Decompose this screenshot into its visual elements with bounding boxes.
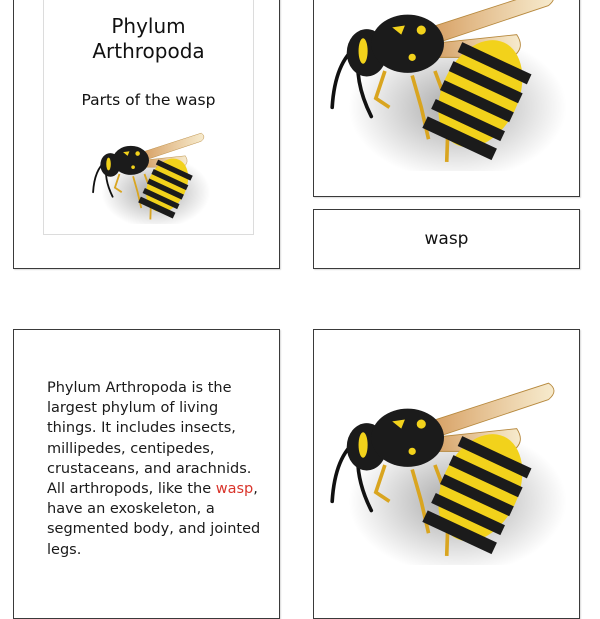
label-card	[313, 209, 580, 269]
wasp-image	[84, 124, 214, 224]
cover-title	[44, 14, 253, 64]
description-text: Phylum Arthropoda is the largest phylum of living things. It includes insects, millipedes, centipedes, crustaceans, and arachnids. All arthropods, like the wasp, have an exoskeleton, a segmented body, and jointed legs.	[47, 380, 261, 558]
title-line-1: Phylum	[111, 14, 186, 38]
highlight-word: wasp	[215, 481, 254, 498]
cover-card	[13, 0, 280, 269]
picture-card-top	[313, 0, 580, 197]
cover-subtitle: Parts of the wasp	[81, 91, 216, 109]
label-text: wasp	[424, 229, 469, 249]
booklet-cover	[43, 0, 254, 235]
description-card	[13, 329, 280, 619]
title-line-2: Arthropoda	[92, 39, 205, 63]
picture-card-bottom	[313, 329, 580, 619]
wasp-image	[319, 365, 569, 565]
wasp-image	[319, 0, 569, 171]
